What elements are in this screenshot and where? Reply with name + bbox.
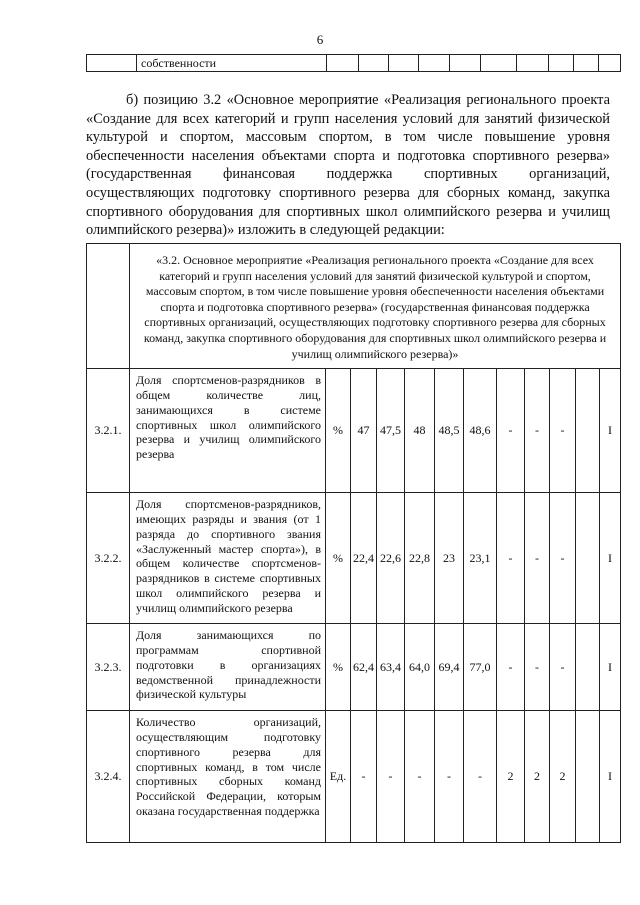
row-value: 2 (550, 711, 576, 843)
top-table-cell (327, 55, 359, 72)
row-value: - (550, 624, 576, 711)
row-number: 3.2.2. (87, 493, 130, 624)
row-value: - (525, 624, 550, 711)
row-value: - (497, 624, 525, 711)
top-table-cell (549, 55, 574, 72)
top-table (86, 54, 621, 72)
row-value: I (600, 369, 621, 493)
row-description: Доля спортсменов-разрядников в общем количестве лиц, занимающихся в системе спортивных школ олимпийского резерва и училищ олимпийского резерва (130, 369, 326, 493)
row-value: 47,5 (377, 369, 405, 493)
row-value: 23,1 (464, 493, 497, 624)
row-value: 48 (405, 369, 435, 493)
row-empty-cell (576, 711, 600, 843)
row-value: 22,8 (405, 493, 435, 624)
table-header-row (87, 244, 621, 369)
top-table-cell (481, 55, 517, 72)
row-value: 48,5 (435, 369, 464, 493)
top-table-cell (450, 55, 481, 72)
row-value: 2 (497, 711, 525, 843)
row-value: - (464, 711, 497, 843)
row-empty-cell (576, 369, 600, 493)
row-value: 22,4 (351, 493, 377, 624)
row-unit: % (326, 624, 351, 711)
top-table-cell (517, 55, 549, 72)
row-value: 47 (351, 369, 377, 493)
row-empty-cell (576, 493, 600, 624)
top-table-cell (389, 55, 419, 72)
row-value: 63,4 (377, 624, 405, 711)
row-value: - (405, 711, 435, 843)
row-value: 69,4 (435, 624, 464, 711)
row-description: Количество организаций, осуществляющим подготовку спортивного резерва для спортивных команд, в том числе спортивных сборных команд Российской Федерации, которым оказана государственная поддержка (130, 711, 326, 843)
table-row (87, 493, 621, 624)
top-table-cell (599, 55, 621, 72)
row-value: 48,6 (464, 369, 497, 493)
table-row (87, 624, 621, 711)
top-table-cell (419, 55, 450, 72)
row-value: - (497, 493, 525, 624)
row-value: - (497, 369, 525, 493)
indicators-table (86, 243, 621, 843)
row-unit: % (326, 493, 351, 624)
row-value: - (550, 369, 576, 493)
row-value: - (550, 493, 576, 624)
row-empty-cell (576, 624, 600, 711)
row-value: - (525, 369, 550, 493)
row-description: Доля занимающихся по программам спортивной подготовки в организациях ведомственной принадлежности физической культуры (130, 624, 326, 711)
row-value: 64,0 (405, 624, 435, 711)
row-value: 2 (525, 711, 550, 843)
header-empty-cell (87, 244, 130, 369)
page-number: 6 (316, 32, 324, 47)
amendment-paragraph (86, 91, 610, 240)
row-value: 77,0 (464, 624, 497, 711)
row-value: 22,6 (377, 493, 405, 624)
row-number: 3.2.3. (87, 624, 130, 711)
row-unit: % (326, 369, 351, 493)
row-value: 62,4 (351, 624, 377, 711)
top-table-cell (87, 55, 137, 72)
top-table-cell (359, 55, 389, 72)
row-value: I (600, 493, 621, 624)
row-value: - (351, 711, 377, 843)
row-value: - (435, 711, 464, 843)
amendment-paragraph-text: б) позицию 3.2 «Основное мероприятие «Реализация регионального проекта «Создание для всех категорий и групп населения условий для занятий физической культурой и спортом, массовым спортом, в том числе повышение уровня обеспеченности населения объектами спорта и подготовка спортивного резерва» (государственная финансовая поддержка спортивных организаций, осуществляющих подготовку спортивного резерва для сборных команд, закупка спортивного оборудования для спортивных школ олимпийского резерва и училищ олимпийского резерва)» изложить в следующей редакции: (86, 92, 610, 239)
table-header-text: «3.2. Основное мероприятие «Реализация регионального проекта «Создание для всех категорий и групп населения условий для занятий физической культурой и спортом, массовым спортом, в том числе повышение уровня обеспеченности населения объектами спорта и подготовка спортивного резерва» (государственная финансовая поддержка спортивных организаций, осуществляющих подготовку спортивного резерва для сборных команд, закупка спортивного оборудования для спортивных школ олимпийского резерва и училищ олимпийского резерва)» (130, 244, 621, 369)
row-value: - (525, 493, 550, 624)
row-number: 3.2.4. (87, 711, 130, 843)
row-unit: Ед. (326, 711, 351, 843)
top-table-cell (574, 55, 599, 72)
row-value: I (600, 624, 621, 711)
table-row (87, 369, 621, 493)
row-description: Доля спортсменов-разрядников, имеющих разряды и звания (от 1 разряда до спортивного звания «Заслуженный мастер спорта»), в общем количестве спортсменов-разрядников в системе спортивных школ олимпийского резерва и училищ олимпийского резерва (130, 493, 326, 624)
top-table-row (87, 55, 621, 72)
row-number: 3.2.1. (87, 369, 130, 493)
table-row (87, 711, 621, 843)
row-value: 23 (435, 493, 464, 624)
row-value: - (377, 711, 405, 843)
top-table-desc-cell: собственности (137, 55, 327, 72)
row-value: I (600, 711, 621, 843)
